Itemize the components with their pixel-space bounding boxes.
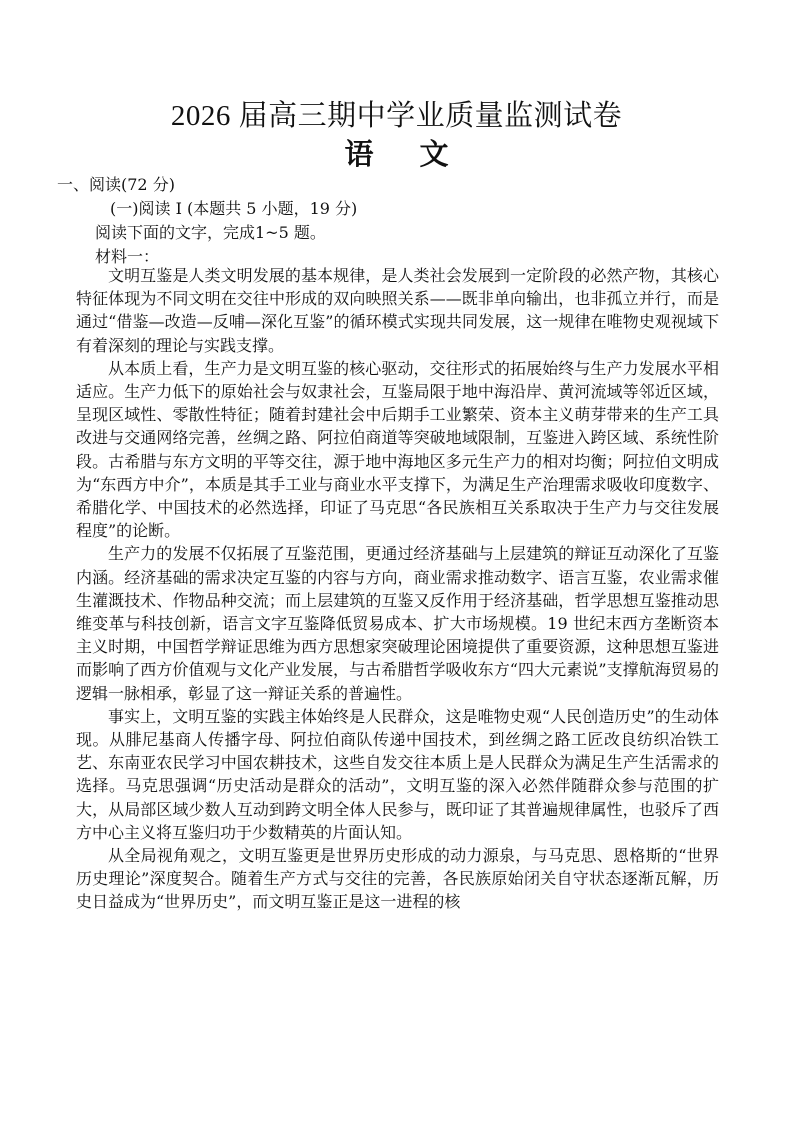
passage-paragraph: 从本质上看，生产力是文明互鉴的核心驱动，交往形式的拓展始终与生产力发展水平相适应。生产力低下的原始社会与奴隶社会，互鉴局限于地中海沿岸、黄河流域等邻近区域，呈现区域性、零散性特征；随着封建社会中后期手工业繁荣、资本主义萌芽带来的生产工具改进与交通网络完善，丝绸之路、阿拉伯商道等突破地域限制，互鉴进入跨区域、系统性阶段。古希腊与东方文明的平等交往，源于地中海地区多元生产力的相对均衡；阿拉伯文明成为“东西方中介”，本质是其手工业与商业水平支撑下，为满足生产治理需求吸收印度数字、希腊化学、中国技术的必然选择，印证了马克思“各民族相互关系取决于生产力与交往发展程度”的论断。 bbox=[76, 358, 719, 541]
passage-paragraph: 从全局视角观之，文明互鉴更是世界历史形成的动力源泉，与马克思、恩格斯的“世界历史理论”深度契合。随着生产方式与交往的完善，各民族原始闭关自守状态逐渐瓦解，历史日益成为“世界历史”，而文明互鉴正是这一进程的核 bbox=[76, 846, 719, 912]
subject-title: 语 文 bbox=[344, 137, 467, 171]
section-subheading: (一)阅读 I (本题共 5 小题，19 分) bbox=[110, 199, 358, 218]
section-heading: 一、阅读(72 分) bbox=[57, 175, 175, 194]
passage-paragraph: 事实上，文明互鉴的实践主体始终是人民群众，这是唯物史观“人民创造历史”的生动体现。从腓尼基商人传播字母、阿拉伯商队传递中国技术，到丝绸之路工匠改良纺织冶铁工艺、东南亚农民学习中国农耕技术，这些自发交往本质上是人民群众为满足生产生活需求的选择。马克思强调“历史活动是群众的活动”，文明互鉴的深入必然伴随群众参与范围的扩大，从局部区域少数人互动到跨文明全体人民参与，既印证了其普遍规律属性，也驳斥了西方中心主义将互鉴归功于少数精英的片面认知。 bbox=[76, 706, 719, 842]
passage-paragraph: 生产力的发展不仅拓展了互鉴范围，更通过经济基础与上层建筑的辩证互动深化了互鉴内涵。经济基础的需求决定互鉴的内容与方向，商业需求推动数字、语言互鉴，农业需求催生灌溉技术、作物品种交流；而上层建筑的互鉴又反作用于经济基础，哲学思想互鉴推动思维变革与科技创新，语言文字互鉴降低贸易成本、扩大市场规模。19 世纪末西方垄断资本主义时期，中国哲学辩证思维为西方思想家突破理论困境提供了重要资源，这种思想互鉴进而影响了西方价值观与文化产业发展，与古希腊哲学吸收东方“四大元素说”支撑航海贸易的逻辑一脉相承，彰显了这一辩证关系的普遍性。 bbox=[76, 544, 719, 703]
passage-paragraph: 文明互鉴是人类文明发展的基本规律，是人类社会发展到一定阶段的必然产物，其核心特征体现为不同文明在交往中形成的双向映照关系——既非单向输出，也非孤立并行，而是通过“借鉴—改造—反哺—深化互鉴”的循环模式实现共同发展，这一规律在唯物史观视域下有着深刻的理论与实践支撑。 bbox=[76, 266, 719, 355]
material-label: 材料一： bbox=[95, 247, 160, 266]
exam-title: 2026 届高三期中学业质量监测试卷 bbox=[170, 100, 623, 132]
reading-instruction: 阅读下面的文字，完成1~5 题。 bbox=[95, 223, 326, 242]
passage-body bbox=[76, 264, 719, 914]
